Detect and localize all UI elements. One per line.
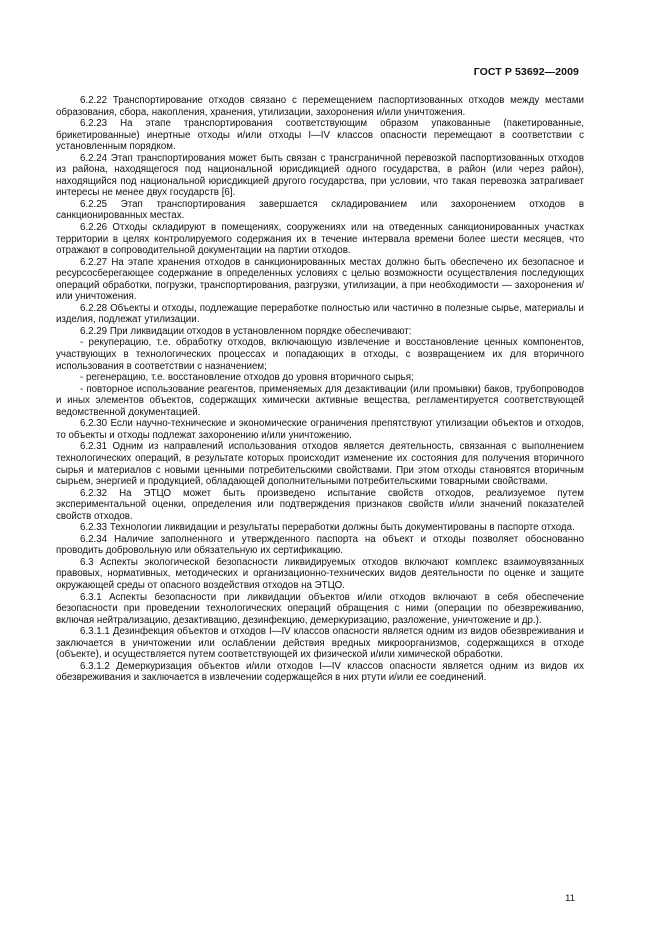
paragraph-6-2-28: 6.2.28 Объекты и отходы, подлежащие переработке полностью или частично в полезные сырье, материалы и изделия, подлежат утилизации.	[56, 302, 584, 326]
page-number: 11	[565, 893, 575, 904]
paragraph-6-2-25: 6.2.25 Этап транспортирования завершается складированием или захоронением отходов в санкционированных местах.	[56, 198, 584, 222]
paragraph-6-2-32: 6.2.32 На ЭТЦО может быть произведено испытание свойств отходов, реализуемое путем экспериментальной оценки, определения или подтверждения признаков свойств и/или значений показателей свойств отходов.	[56, 487, 584, 522]
paragraph-6-2-22: 6.2.22 Транспортирование отходов связано с перемещением паспортизованных отходов между местами образования, сбора, накопления, хранения, утилизации, захоронения и/или уничтожения.	[56, 95, 584, 118]
paragraph-6-2-23: 6.2.23 На этапе транспортирования соответствующим образом упакованные (пакетированные, брикетированные) инертные отходы и/или отходы I—IV классов опасности перемещают в соответствии с установленным порядком.	[56, 118, 584, 153]
paragraph-6-3: 6.3 Аспекты экологической безопасности ликвидируемых отходов включают комплекс взаимоувязанных правовых, нормативных, методических и организационно-технических видов деятельности по оценке и защите окружающей среды от опасного воздействия отходов на ЭТЦО.	[56, 556, 584, 591]
paragraph-6-2-29: 6.2.29 При ликвидации отходов в установленном порядке обеспечивают:	[80, 325, 412, 337]
paragraph-6-3-1: 6.3.1 Аспекты безопасности при ликвидации объектов и/или отходов включают в себя обеспечение безопасности при проведении технологических операций обращения с ними (операции по обезвреживанию, включая нейтрализацию, дезактивацию, дезинфекцию, демеркуризацию, разложение, уничтожение и др.).	[56, 591, 584, 626]
list-item-reagent-reuse: - повторное использование реагентов, применяемых для дезактивации (или промывки) баков, трубопроводов и иных элементов объектов, содержащих химически активные вещества, регламентируется соответствующей ведомственной документацией.	[56, 383, 584, 418]
paragraph-6-2-24: 6.2.24 Этап транспортирования может быть связан с трансграничной перевозкой паспортизованных отходов из района, находящегося под национальной юрисдикцией одного государства, в район (или через район), находящийся под национальной юрисдикцией другого государства, при условии, что такая перевозка затрагивает интересы не менее двух государств [6].	[56, 152, 584, 199]
document-body	[56, 95, 584, 684]
paragraph-6-2-34: 6.2.34 Наличие заполненного и утвержденного паспорта на объект и отходы позволяет обоснованно проводить добровольную или обязательную их сертификацию.	[56, 533, 584, 557]
standard-header: ГОСТ Р 53692—2009	[473, 66, 579, 78]
paragraph-6-2-33: 6.2.33 Технологии ликвидации и результаты переработки должны быть документированы в паспорте отхода.	[80, 522, 575, 534]
paragraph-6-2-31: 6.2.31 Одним из направлений использования отходов является деятельность, связанная с выполнением технологических операций, в результате которых происходит изменение их состояния для получения вторичного сырья и материалов с новыми ценными потребительскими свойствами. При этом отходы становятся вторичным сырьем, энергией и продукцией, обладающей дополнительными потребительскими товарными свойствами.	[56, 441, 584, 488]
list-item-recuperation: - рекуперацию, т.е. обработку отходов, включающую извлечение и восстановление ценных компонентов, участвующих в технологических процессах и попадающих в отходы, с возвращением их для вторичного использования в соответствии с назначением;	[56, 337, 584, 372]
paragraph-6-2-30: 6.2.30 Если научно-технические и экономические ограничения препятствуют утилизации объектов и отходов, то объекты и отходы подлежат захоронению и/или уничтожению.	[56, 418, 584, 441]
paragraph-6-2-27: 6.2.27 На этапе хранения отходов в санкционированных местах должно быть обеспечено их безопасное и ресурсосберегающее содержание в определенных условиях с целью возможности осуществления последующих операций обработки, погрузки, транспортирования, разгрузки, утилизации, а при необходимости — захоронения и/или уничтожения.	[56, 256, 584, 303]
list-item-regeneration: - регенерацию, т.е. восстановление отходов до уровня вторичного сырья;	[80, 372, 414, 384]
paragraph-6-2-26: 6.2.26 Отходы складируют в помещениях, сооружениях или на отведенных санкционированных участках территории в целях контролируемого содержания их в течение интервала времени более шести месяцев, что отражают в сопроводительной документации на партии отходов.	[56, 222, 584, 257]
paragraph-6-3-1-2: 6.3.1.2 Демеркуризация объектов и/или отходов I—IV классов опасности является одним из видов их обезвреживания и заключается в извлечении содержащейся в них ртути и/или ее соединений.	[56, 660, 584, 684]
paragraph-6-3-1-1: 6.3.1.1 Дезинфекция объектов и отходов I—IV классов опасности является одним из видов обезвреживания и заключается в уничтожении или ослаблении действия вредных микроорганизмов, содержащихся в отходе (объекте), и осуществляется путем соответствующей их физической и/или химической обработки.	[56, 626, 584, 661]
